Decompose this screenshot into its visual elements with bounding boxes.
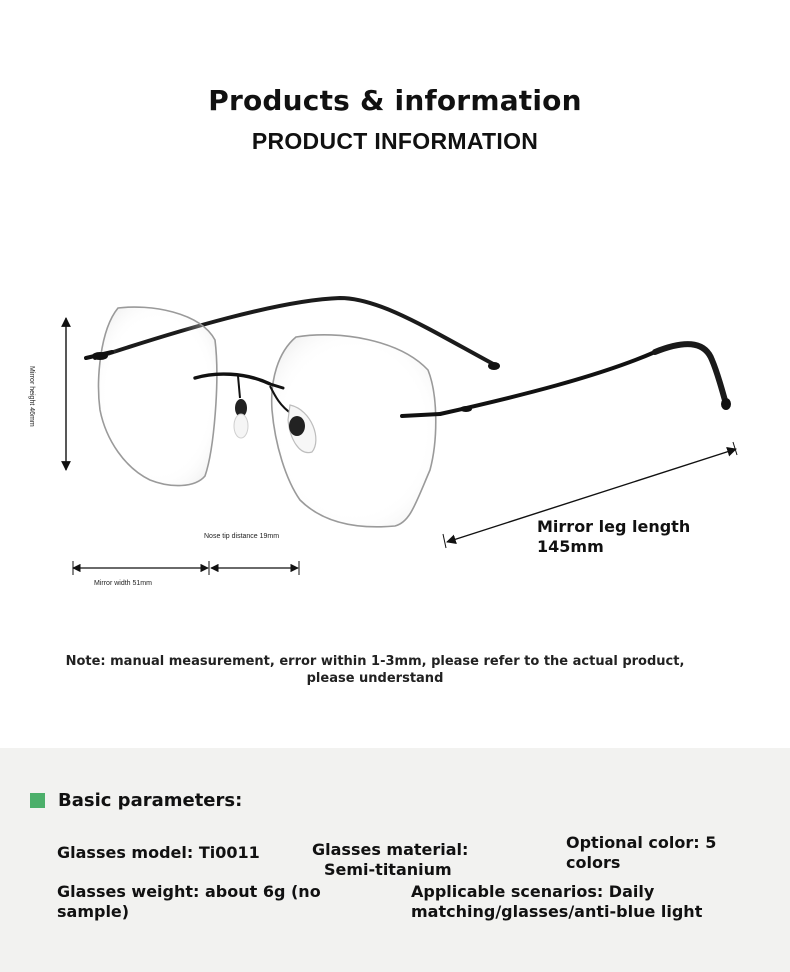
param-weight: [57, 882, 321, 922]
measurement-note: Note: manual measurement, error within 1-3mm, please refer to the actual product, please understand: [65, 654, 685, 686]
param-color-line2: colors: [566, 853, 621, 872]
mirror-width-label: Mirror width 51mm: [94, 580, 152, 587]
leg-tick-left: [443, 534, 446, 548]
params-header: [30, 790, 242, 811]
param-weight-line1: Glasses weight: about 6g (no: [57, 882, 321, 901]
basic-parameters-section: [0, 748, 790, 972]
page-subtitle: PRODUCT INFORMATION: [251, 128, 539, 154]
param-model: Glasses model: Ti0011: [57, 843, 260, 862]
page-title: Products & information: [208, 84, 582, 117]
near-temple-arm: [402, 344, 731, 416]
left-lens: [99, 307, 217, 486]
leg-length-label: [537, 517, 690, 557]
params-title: Basic parameters:: [58, 790, 243, 811]
glasses-illustration: [0, 280, 790, 610]
leg-length-title: Mirror leg length: [537, 517, 691, 536]
leg-length-value: 145mm: [537, 537, 604, 556]
param-material-value: Semi-titanium: [324, 860, 452, 879]
nose-tip-distance-label: Nose tip distance 19mm: [204, 533, 280, 540]
param-scenarios-line2: matching/glasses/anti-blue light: [411, 902, 703, 921]
param-color-line1: Optional color: 5: [566, 833, 717, 852]
param-color: [566, 833, 716, 873]
param-scenarios: [411, 882, 702, 922]
leg-tick-right: [733, 442, 737, 455]
mirror-height-label: Mirror height 46mm: [28, 366, 35, 427]
param-material: [312, 840, 468, 880]
param-weight-line2: sample): [57, 902, 130, 921]
param-material-label: Glasses material:: [312, 840, 469, 859]
param-scenarios-line1: Applicable scenarios: Daily: [411, 882, 655, 901]
green-square-icon: [30, 793, 45, 808]
